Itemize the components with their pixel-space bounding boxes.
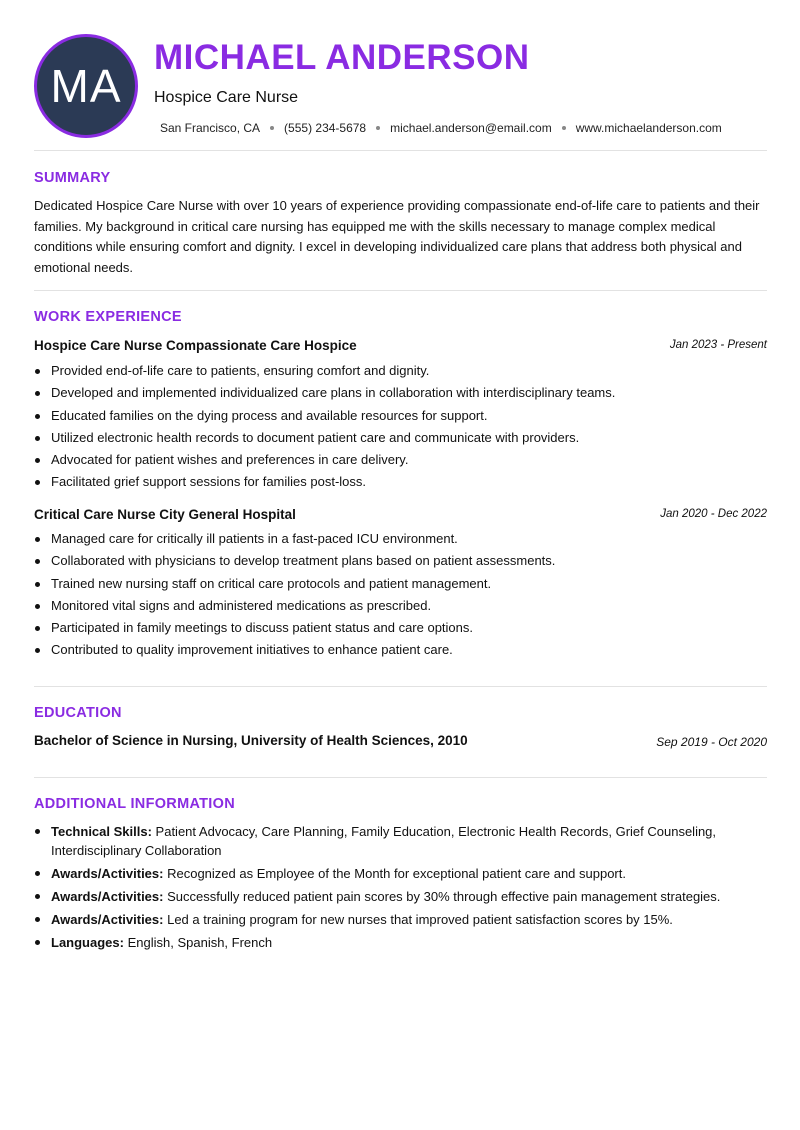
contact-phone: (555) 234-5678 bbox=[284, 121, 367, 135]
item-label: Awards/Activities: bbox=[51, 866, 164, 881]
additional-list bbox=[51, 822, 751, 956]
list-item bbox=[51, 822, 751, 860]
list-item: Trained new nursing staff on critical care protocols and patient management. bbox=[51, 575, 767, 593]
job-date: Jan 2020 - Dec 2022 bbox=[660, 508, 767, 520]
list-item: Provided end-of-life care to patients, ensuring comfort and dignity. bbox=[51, 362, 767, 380]
section-divider bbox=[34, 686, 767, 687]
contact-email[interactable]: michael.anderson@email.com bbox=[390, 121, 552, 135]
education-heading: EDUCATION bbox=[34, 705, 122, 721]
list-item: Monitored vital signs and administered medications as prescribed. bbox=[51, 597, 767, 615]
section-divider bbox=[34, 777, 767, 778]
job-bullets bbox=[51, 530, 767, 664]
education-date: Sep 2019 - Oct 2020 bbox=[656, 735, 767, 749]
section-divider bbox=[34, 290, 767, 291]
list-item: Utilized electronic health records to document patient care and communicate with providers. bbox=[51, 429, 767, 447]
item-text: Recognized as Employee of the Month for exceptional patient care and support. bbox=[167, 866, 626, 881]
list-item bbox=[51, 887, 751, 906]
candidate-name: MICHAEL ANDERSON bbox=[154, 38, 530, 77]
item-text: Patient Advocacy, Care Planning, Family Education, Electronic Health Records, Grief Counseling, Interdisciplinary Collaboration bbox=[51, 824, 717, 858]
job-title: Hospice Care Nurse Compassionate Care Hospice bbox=[34, 338, 357, 353]
experience-heading: WORK EXPERIENCE bbox=[34, 309, 182, 325]
contact-info bbox=[160, 121, 722, 135]
contact-location: San Francisco, CA bbox=[160, 121, 261, 135]
education-degree: Bachelor of Science in Nursing, University of Health Sciences, 2010 bbox=[34, 733, 468, 748]
list-item: Managed care for critically ill patients in a fast-paced ICU environment. bbox=[51, 530, 767, 548]
list-item: Developed and implemented individualized care plans in collaboration with interdisciplinary teams. bbox=[51, 384, 767, 402]
education-entry bbox=[34, 733, 767, 751]
item-text: English, Spanish, French bbox=[127, 935, 273, 950]
job-header bbox=[34, 507, 767, 525]
list-item bbox=[51, 864, 751, 883]
list-item: Contributed to quality improvement initiatives to enhance patient care. bbox=[51, 641, 767, 659]
item-text: Led a training program for new nurses that improved patient satisfaction scores by 15%. bbox=[167, 912, 673, 927]
list-item: Facilitated grief support sessions for families post-loss. bbox=[51, 473, 767, 491]
dot-separator-icon bbox=[376, 126, 380, 130]
list-item: Educated families on the dying process and available resources for support. bbox=[51, 407, 767, 425]
list-item: Participated in family meetings to discuss patient status and care options. bbox=[51, 619, 767, 637]
item-label: Awards/Activities: bbox=[51, 912, 164, 927]
additional-heading: ADDITIONAL INFORMATION bbox=[34, 796, 235, 812]
list-item: Advocated for patient wishes and preferences in care delivery. bbox=[51, 451, 767, 469]
item-label: Awards/Activities: bbox=[51, 889, 164, 904]
job-bullets bbox=[51, 362, 767, 496]
section-divider bbox=[34, 150, 767, 151]
list-item: Collaborated with physicians to develop treatment plans based on patient assessments. bbox=[51, 552, 767, 570]
candidate-role: Hospice Care Nurse bbox=[154, 89, 299, 106]
resume-header bbox=[0, 0, 800, 150]
dot-separator-icon bbox=[562, 126, 566, 130]
job-title: Critical Care Nurse City General Hospital bbox=[34, 507, 296, 522]
summary-heading: SUMMARY bbox=[34, 170, 111, 186]
item-label: Technical Skills: bbox=[51, 824, 152, 839]
list-item bbox=[51, 910, 751, 929]
job-header bbox=[34, 338, 767, 356]
job-date: Jan 2023 - Present bbox=[669, 339, 767, 351]
item-label: Languages: bbox=[51, 935, 124, 950]
avatar-initials: MA bbox=[50, 60, 122, 112]
dot-separator-icon bbox=[270, 126, 274, 130]
contact-website[interactable]: www.michaelanderson.com bbox=[575, 121, 722, 135]
summary-text: Dedicated Hospice Care Nurse with over 10 years of experience providing compassionate end-of-life care to patients and their families. My background in critical care nursing has equipped me with the skills necessary to manage complex medical conditions while ensuring comfort and dignity. I excel in developing individualized care plans that address both physical and emotional needs. bbox=[34, 198, 760, 275]
list-item bbox=[51, 933, 751, 952]
avatar bbox=[34, 34, 138, 138]
item-text: Successfully reduced patient pain scores by 30% through effective pain management strategies. bbox=[167, 889, 721, 904]
